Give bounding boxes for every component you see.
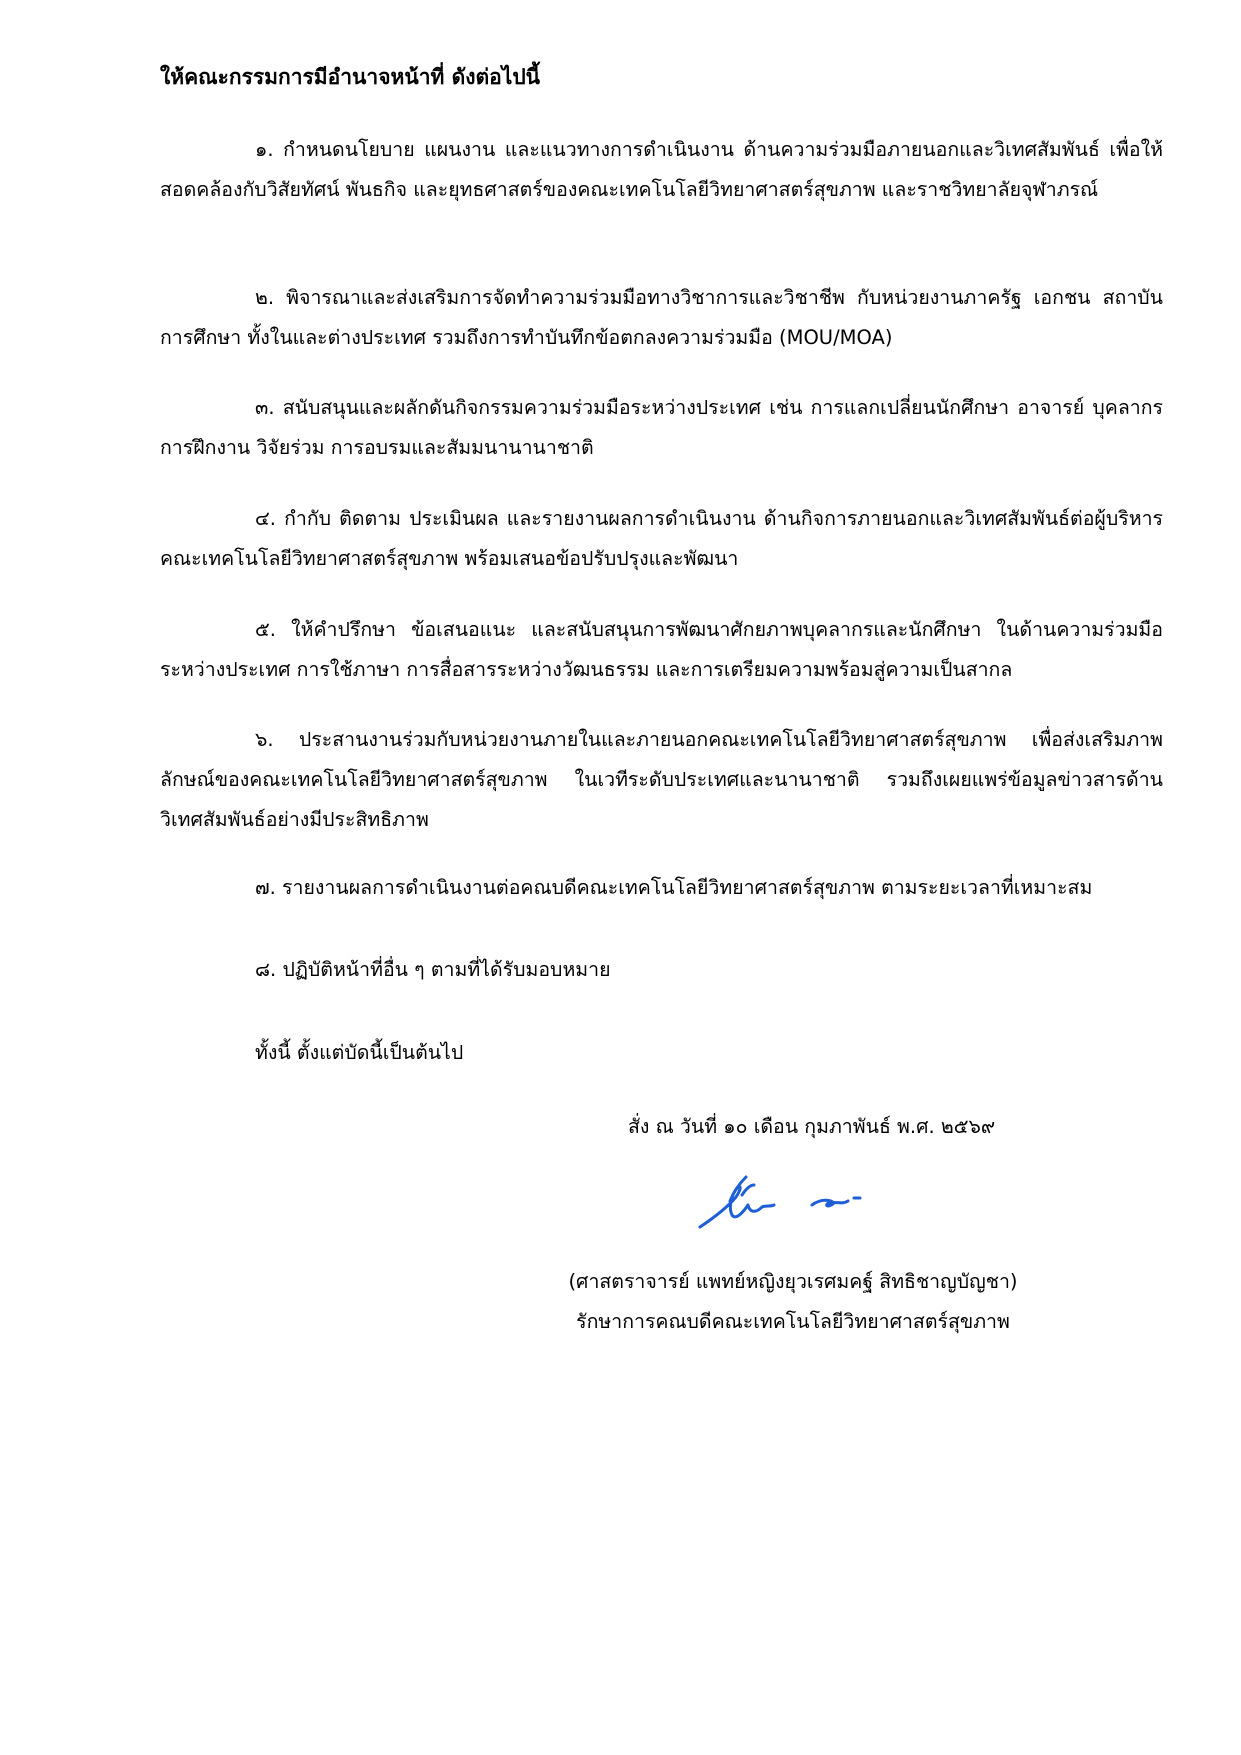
signer-title: รักษาการคณบดีคณะเทคโนโลยีวิทยาศาสตร์สุขภาพ	[576, 1310, 1010, 1333]
duty-item-4: ๔. กำกับ ติดตาม ประเมินผล และรายงานผลการดำเนินงาน ด้านกิจการภายนอกและวิเทศสัมพันธ์ต่อผู้บริหารคณะเทคโนโลยีวิทยาศาสตร์สุขภาพ พร้อมเสนอข้อปรับปรุงและพัฒนา	[160, 507, 1163, 570]
order-date: สั่ง ณ วันที่ ๑๐ เดือน กุมภาพันธ์ พ.ศ. ๒๕๖๙	[628, 1115, 996, 1138]
document-heading: ให้คณะกรรมการมีอำนาจหน้าที่ ดังต่อไปนี้	[160, 65, 541, 89]
duty-item-5: ๕. ให้คำปรึกษา ข้อเสนอแนะ และสนับสนุนการพัฒนาศักยภาพบุคลากรและนักศึกษา ในด้านความร่วมมือระหว่างประเทศ การใช้ภาษา การสื่อสารระหว่างวัฒนธรรม และการเตรียมความพร้อมสู่ความเป็นสากล	[160, 618, 1163, 681]
duty-item-7: ๗. รายงานผลการดำเนินงานต่อคณบดีคณะเทคโนโลยีวิทยาศาสตร์สุขภาพ ตามระยะเวลาที่เหมาะสม	[255, 876, 1093, 899]
duty-item-8: ๘. ปฏิบัติหน้าที่อื่น ๆ ตามที่ได้รับมอบหมาย	[255, 958, 611, 981]
duty-item-1: ๑. กำหนดนโยบาย แผนงาน และแนวทางการดำเนินงาน ด้านความร่วมมือภายนอกและวิเทศสัมพันธ์ เพื่อให้สอดคล้องกับวิสัยทัศน์ พันธกิจ และยุทธศาสตร์ของคณะเทคโนโลยีวิทยาศาสตร์สุขภาพ และราชวิทยาลัยจุฬาภรณ์	[160, 138, 1163, 201]
signer-name: (ศาสตราจารย์ แพทย์หญิงยุวเรศมคฐ์ สิทธิชาญบัญชา)	[568, 1270, 1018, 1293]
closing-statement: ทั้งนี้ ตั้งแต่บัดนี้เป็นต้นไป	[255, 1041, 464, 1064]
duty-item-3: ๓. สนับสนุนและผลักดันกิจกรรมความร่วมมือระหว่างประเทศ เช่น การแลกเปลี่ยนนักศึกษา อาจารย์ บุคลากร การฝึกงาน วิจัยร่วม การอบรมและสัมมนานานาชาติ	[160, 396, 1163, 459]
duty-item-2: ๒. พิจารณาและส่งเสริมการจัดทำความร่วมมือทางวิชาการและวิชาชีพ กับหน่วยงานภาครัฐ เอกชน สถาบันการศึกษา ทั้งในและต่างประเทศ รวมถึงการทำบันทึกข้อตกลงความร่วมมือ (MOU/MOA)	[160, 286, 1163, 349]
handwritten-signature	[690, 1165, 910, 1245]
duty-item-6: ๖. ประสานงานร่วมกับหน่วยงานภายในและภายนอกคณะเทคโนโลยีวิทยาศาสตร์สุขภาพ เพื่อส่งเสริมภาพลักษณ์ของคณะเทคโนโลยีวิทยาศาสตร์สุขภาพ ในเวทีระดับประเทศและนานาชาติ รวมถึงเผยแพร่ข้อมูลข่าวสารด้านวิเทศสัมพันธ์อย่างมีประสิทธิภาพ	[160, 728, 1163, 831]
